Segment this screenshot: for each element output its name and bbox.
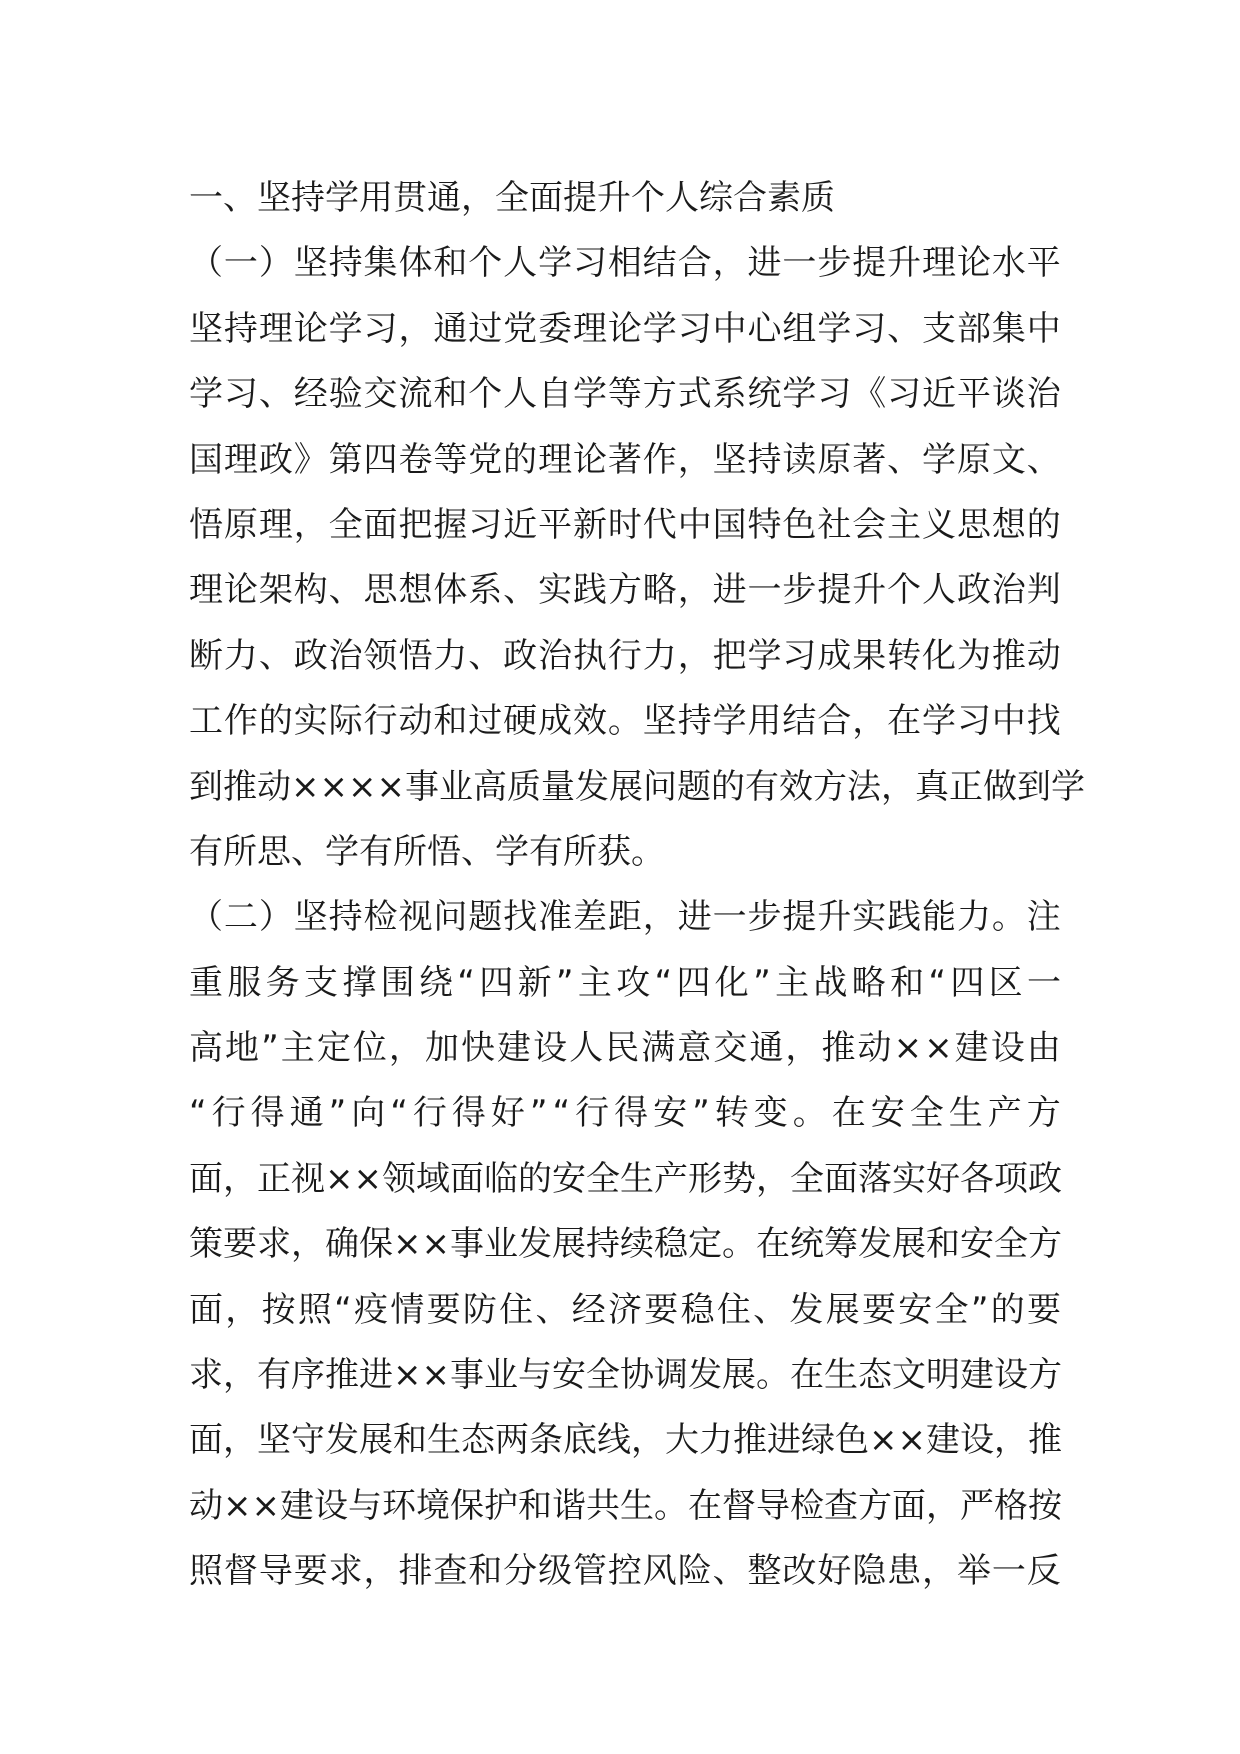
paragraph-line: 面 ， 坚 守 发 展 和 生 态 两 条 底 线 ， 大 力 推 进 绿 色 × × 建 设 ， 推 xyxy=(189,1420,1062,1461)
paragraph-line: 动 × × 建 设 与 环 境 保 护 和 谐 共 生 。 在 督 导 检 查 方 面 ， 严 格 按 xyxy=(189,1485,1062,1526)
heading-section-1: 一、坚持学用贯通，全面提升个人综合素质 xyxy=(189,178,835,218)
paragraph-line: 国 理 政 》 第 四 卷 等 党 的 理 论 著 作 ， 坚 持 读 原 著 、 学 原 文 、 xyxy=(189,439,1061,480)
paragraph-line: 学 习 、 经 验 交 流 和 个 人 自 学 等 方 式 系 统 学 习 《 习 近 平 谈 治 xyxy=(189,374,1061,415)
paragraph-line: 高 地 ” 主 定 位 ， 加 快 建 设 人 民 满 意 交 通 ， 推 动 × × 建 设 由 xyxy=(189,1028,1061,1069)
paragraph-line: 工 作 的 实 际 行 动 和 过 硬 成 效 。 坚 持 学 用 结 合 ， 在 学 习 中 找 xyxy=(189,701,1061,742)
subheading-1: （ 一 ） 坚 持 集 体 和 个 人 学 习 相 结 合 ， 进 一 步 提 升 理 论 水 平 xyxy=(189,243,1061,284)
paragraph-line: 悟 原 理 ， 全 面 把 握 习 近 平 新 时 代 中 国 特 色 社 会 主 义 思 想 的 xyxy=(189,504,1061,545)
paragraph-line: 到 推 动 × × × × 事 业 高 质 量 发 展 问 题 的 有 效 方 法 ， 真 正 做 到 学 xyxy=(189,766,1085,807)
paragraph-line: 面 ， 正 视 × × 领 域 面 临 的 安 全 生 产 形 势 ， 全 面 落 实 好 各 项 政 xyxy=(189,1158,1062,1199)
paragraph-line: 求 ， 有 序 推 进 × × 事 业 与 安 全 协 调 发 展 。 在 生 态 文 明 建 设 方 xyxy=(189,1355,1062,1396)
paragraph-line: “ 行 得 通 ” 向 “ 行 得 好 ” “ 行 得 安 ” 转 变 。 在 安 全 生 产 方 xyxy=(189,1093,1061,1134)
paragraph-line: 断 力 、 政 治 领 悟 力 、 政 治 执 行 力 ， 把 学 习 成 果 转 化 为 推 动 xyxy=(189,635,1061,676)
paragraph-line: 有所思、学有所悟、学有所获。 xyxy=(189,831,665,872)
paragraph-line: 面 ， 按 照 “ 疫 情 要 防 住 、 经 济 要 稳 住 、 发 展 要 安 全 ” 的 要 xyxy=(189,1289,1061,1330)
paragraph-line: 策 要 求 ， 确 保 × × 事 业 发 展 持 续 稳 定 。 在 统 筹 发 展 和 安 全 方 xyxy=(189,1224,1062,1265)
document-body xyxy=(189,166,1085,1605)
subheading-2: （ 二 ） 坚 持 检 视 问 题 找 准 差 距 ， 进 一 步 提 升 实 践 能 力 。 注 xyxy=(189,897,1061,938)
paragraph-line: 理 论 架 构 、 思 想 体 系 、 实 践 方 略 ， 进 一 步 提 升 个 人 政 治 判 xyxy=(189,570,1061,611)
paragraph-line: 重 服 务 支 撑 围 绕 “ 四 新 ” 主 攻 “ 四 化 ” 主 战 略 和 “ 四 区 一 xyxy=(189,962,1061,1003)
paragraph-line: 坚 持 理 论 学 习 ， 通 过 党 委 理 论 学 习 中 心 组 学 习 、 支 部 集 中 xyxy=(189,308,1061,349)
paragraph-line: 照 督 导 要 求 ， 排 查 和 分 级 管 控 风 险 、 整 改 好 隐 患 ， 举 一 反 xyxy=(189,1551,1061,1592)
